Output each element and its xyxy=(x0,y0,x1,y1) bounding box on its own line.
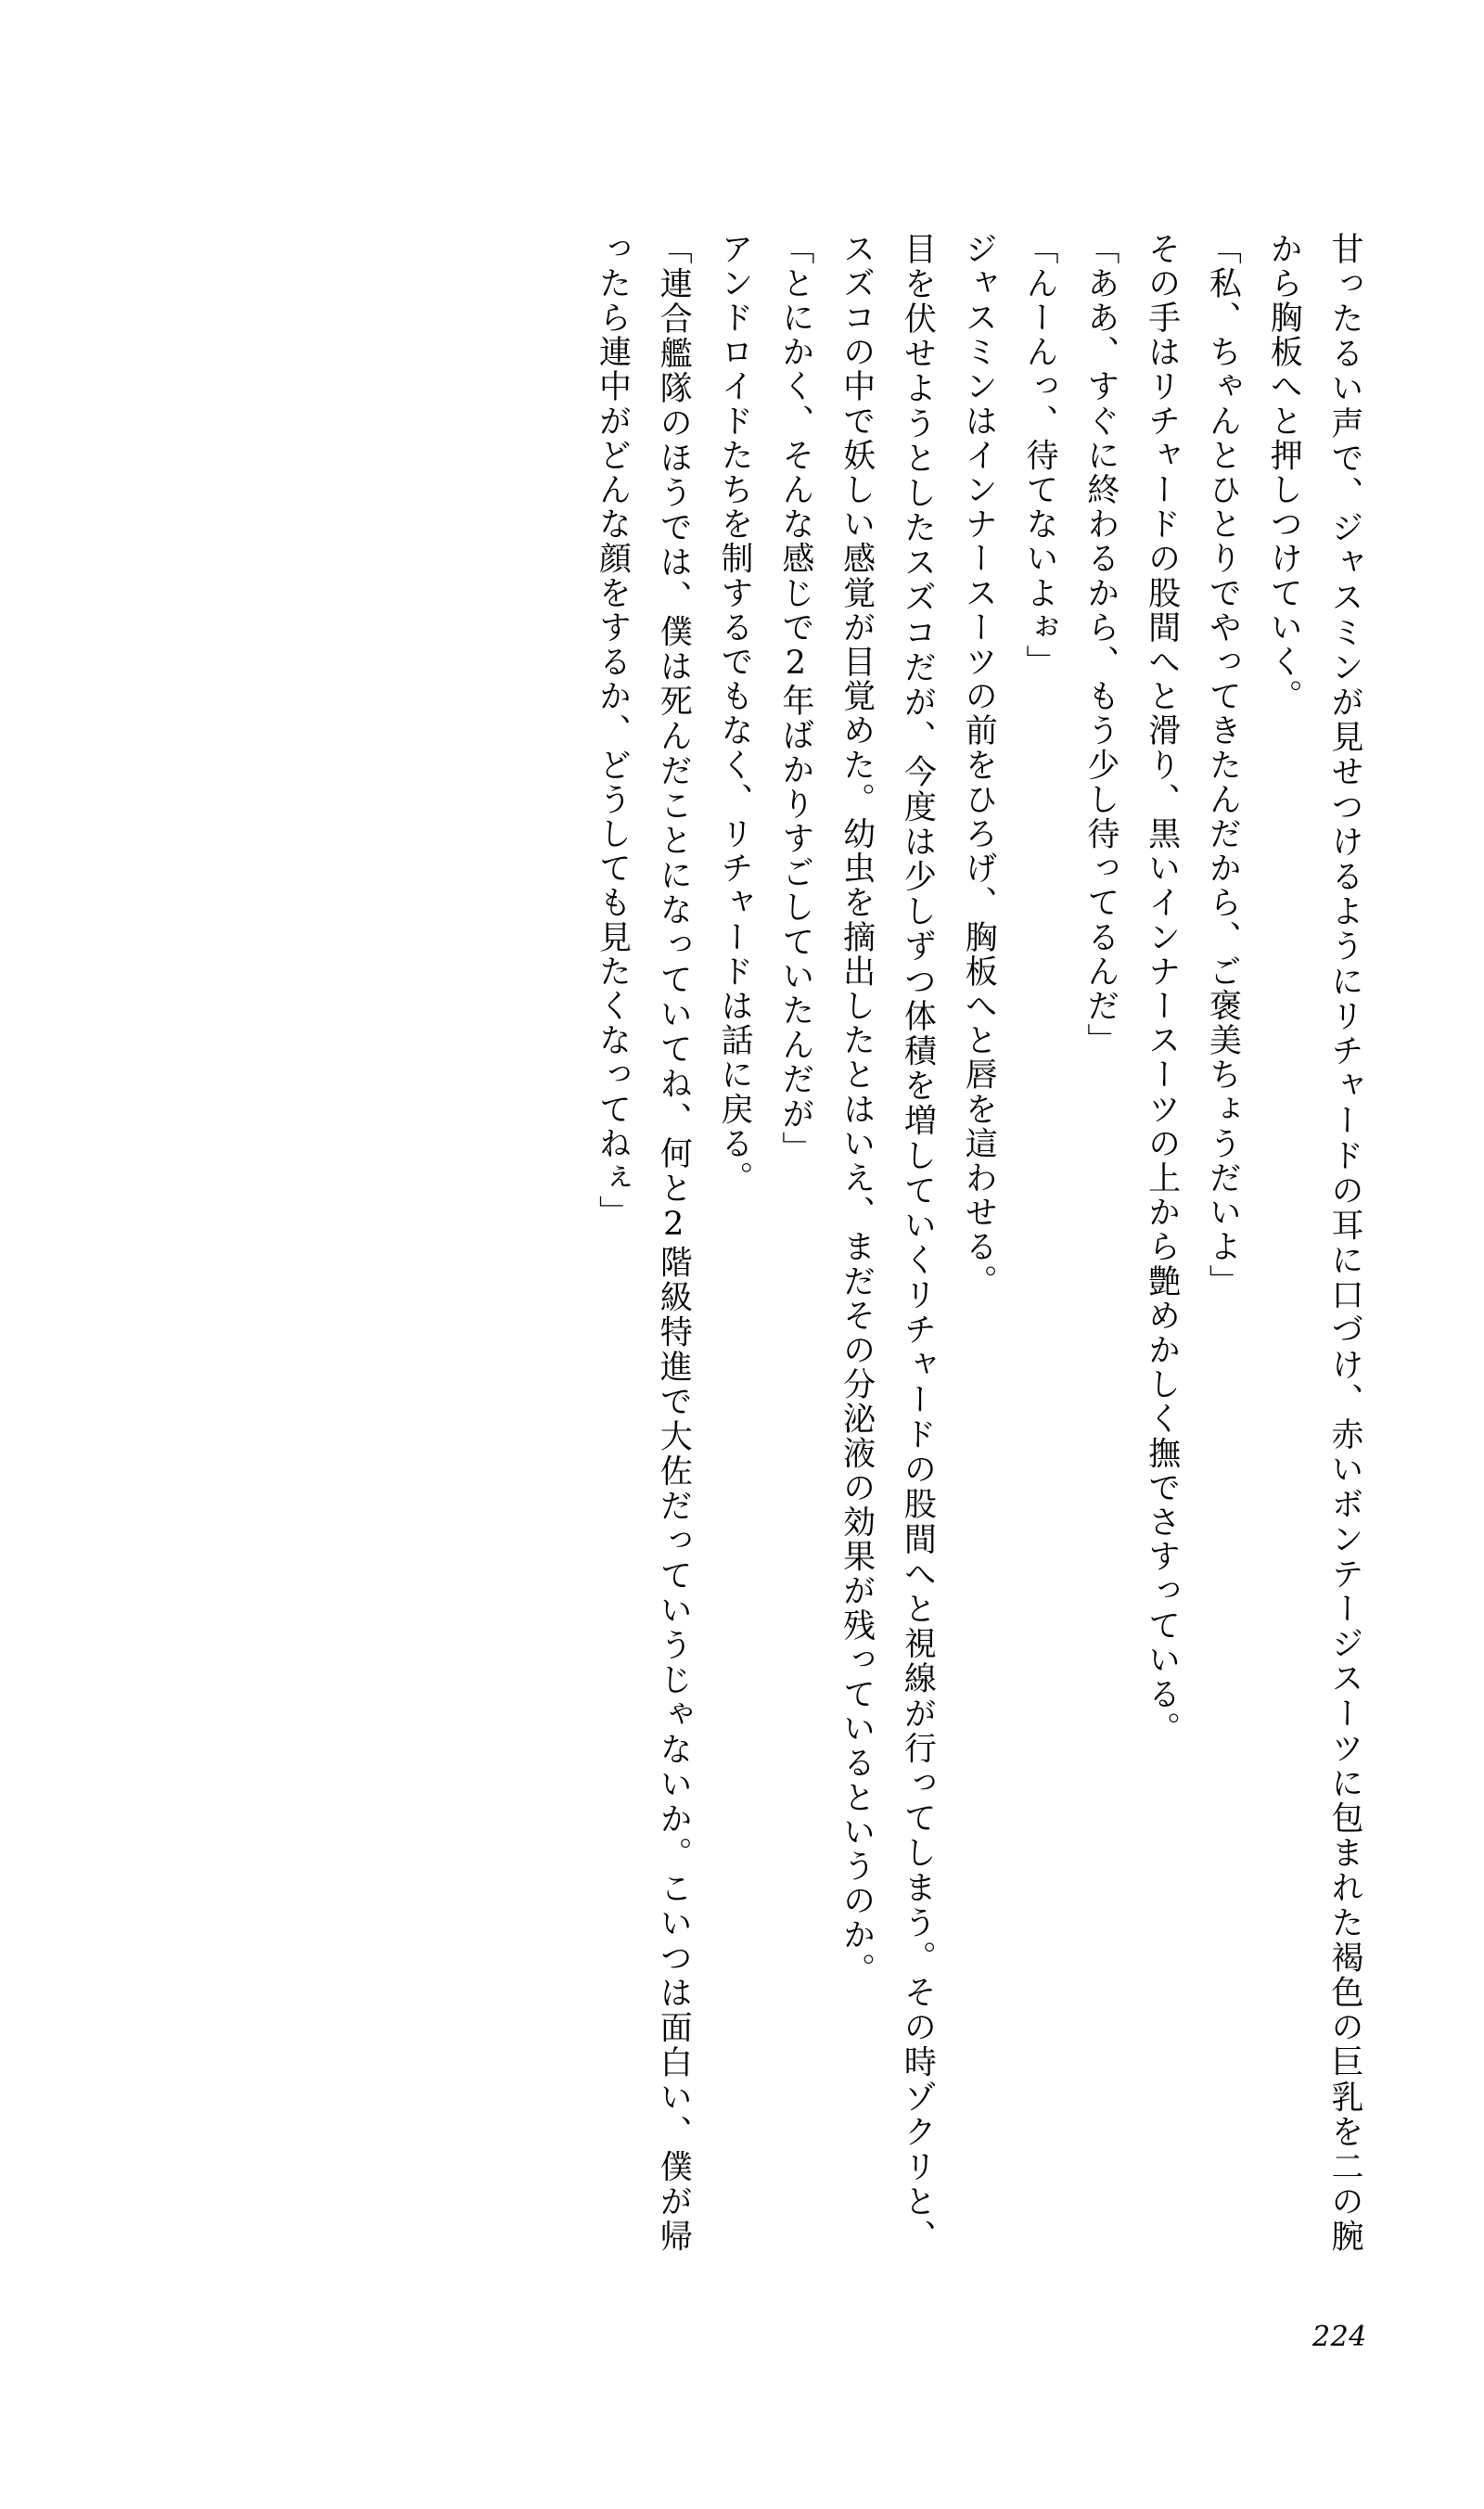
paragraph: 「んーんっ、待てないよぉ」 xyxy=(1021,232,1059,680)
paragraph: アンドロイドたちを制するでもなく、リチャードは話に戻る。 xyxy=(716,232,754,1196)
paragraph: 甘ったるい声で、ジャスミンが見せつけるようにリチャードの耳に口づけ、赤いボンテージスーツに包まれた褐色の巨乳を二の腕から胸板へと押しつけていく。 xyxy=(1265,232,1363,2254)
paragraph: 「連合艦隊のほうでは、僕は死んだことになっていてね、何と2階級特進で大佐だっていうじゃないか。こいつは面白い、僕が帰ったら連中がどんな顔をするか、どうしても見たくなってねぇ」 xyxy=(594,232,693,2254)
paragraph: 「ああ、すぐに終わるから、もう少し待ってるんだ」 xyxy=(1081,232,1119,1058)
paragraph: 目を伏せようとしたスズコだが、今度は少しずつ体積を増していくリチャードの股間へと視線が行ってしまう。その時ゾクリと、スズコの中で妖しい感覚が目覚めた。幼虫を摘出したとはいえ、まだその分泌液の効果が残っているというのか。 xyxy=(838,232,937,2254)
page-text-body xyxy=(178,232,1375,2254)
paragraph: 「私、ちゃんとひとりでやってきたんだから、ご褒美ちょうだいよ」 xyxy=(1204,232,1242,1299)
paragraph: その手はリチャードの股間へと滑り、黒いインナースーツの上から艶めかしく撫でさすっている。 xyxy=(1143,232,1181,1747)
paragraph: 「とにかく、そんな感じで2年ばかりすごしていたんだが」 xyxy=(776,232,814,1166)
page-number: 224 xyxy=(1311,2321,1367,2353)
paragraph: ジャスミンはインナースーツの前をひろげ、胸板へと唇を這わせる。 xyxy=(960,232,998,1299)
